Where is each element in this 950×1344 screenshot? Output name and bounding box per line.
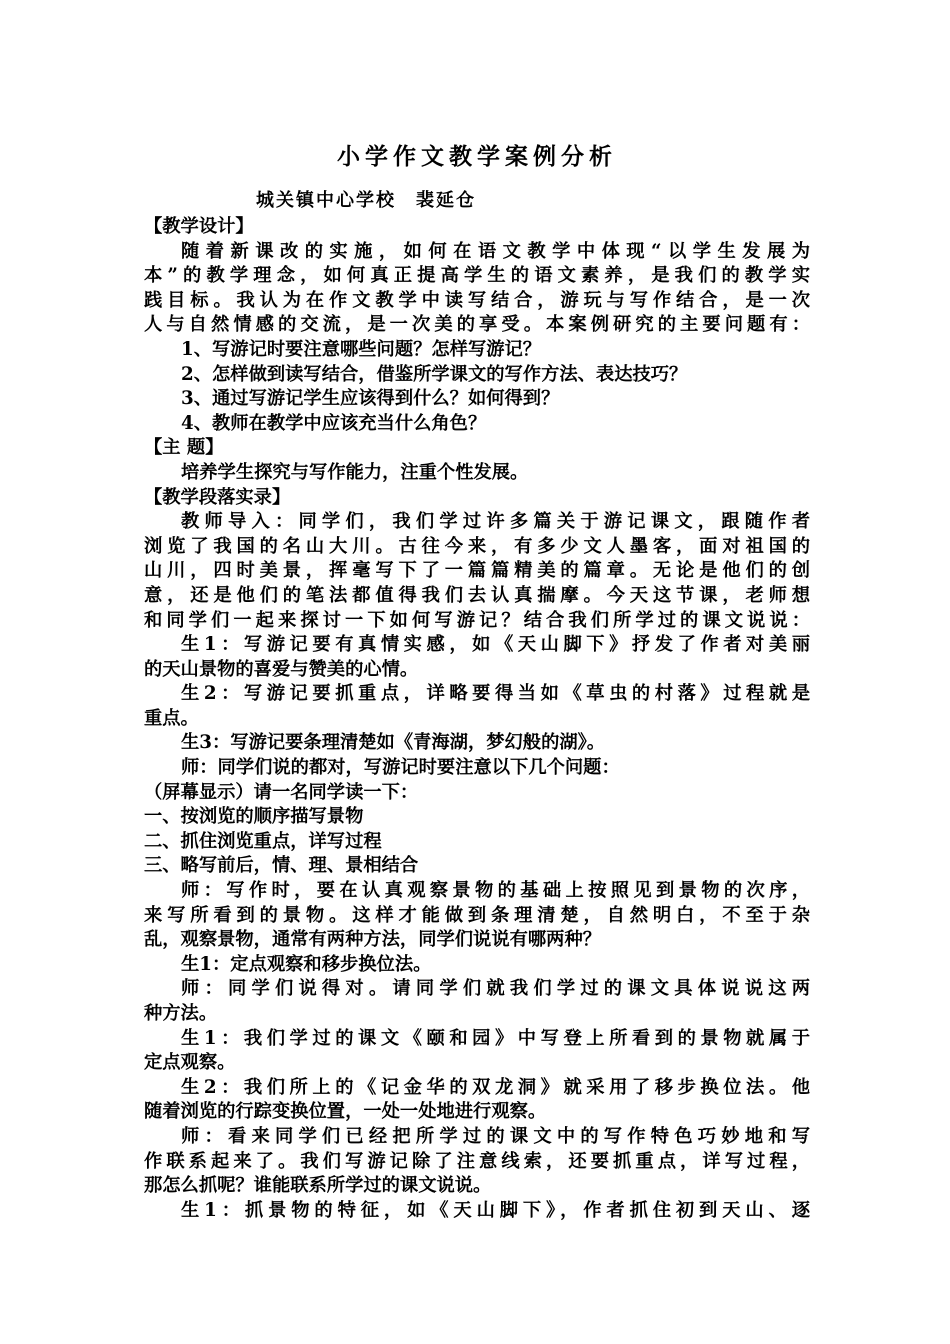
text-line: 践目标。我认为在作文教学中读写结合，游玩与写作结合，是一次	[144, 289, 810, 311]
text-line: 师：写作时，要在认真观察景物的基础上按照见到景物的次序，	[181, 880, 810, 902]
section-heading: 【教学设计】	[144, 216, 254, 237]
text-line: 定点观察。	[144, 1052, 236, 1074]
document-author: 城关镇中心学校 裴延仓	[256, 190, 476, 211]
text-line: 本”的教学理念，如何真正提高学生的语文素养，是我们的教学实	[144, 265, 810, 287]
text-line: （屏幕显示）请一名同学读一下：	[144, 781, 419, 803]
text-line: 教师导入：同学们，我们学过许多篇关于游记课文，跟随作者	[181, 511, 810, 533]
text-line: 作联系起来了。我们写游记除了注意线索，还要抓重点，详写过程，	[144, 1150, 810, 1172]
text-line: 生1：抓景物的特征，如《天山脚下》，作者抓住初到天山、逐	[181, 1199, 810, 1221]
text-line: 随着浏览的行踪变换位置，一处一处地进行观察。	[144, 1101, 547, 1123]
document-body	[144, 215, 810, 1223]
text-line: 师：同学们说的都对，写游记时要注意以下几个问题：	[181, 757, 620, 779]
text-line: 二、抓住浏览重点，详写过程	[144, 830, 382, 852]
section-heading: 【教学段落实录】	[144, 486, 291, 508]
text-line: 生1：我们学过的课文《颐和园》中写登上所看到的景物就属于	[181, 1027, 810, 1049]
text-line: 随着新课改的实施，如何在语文教学中体现“以学生发展为	[181, 240, 810, 262]
text-line: 重点。	[144, 707, 199, 729]
text-line: 的天山景物的喜爱与赞美的心情。	[144, 658, 419, 680]
section-heading: 【主 题】	[144, 437, 224, 459]
text-line: 生3：写游记要条理清楚如《青海湖，梦幻般的湖》。	[181, 732, 606, 754]
text-line: 生2：我们所上的《记金华的双龙洞》就采用了移步换位法。他	[181, 1076, 810, 1098]
text-line: 2、怎样做到读写结合，借鉴所学课文的写作方法、表达技巧？	[181, 363, 688, 385]
text-line: 人与自然情感的交流，是一次美的享受。本案例研究的主要问题有：	[144, 314, 810, 336]
text-line: 乱，观察景物，通常有两种方法，同学们说说有哪两种？	[144, 929, 602, 951]
text-line: 意，还是他们的笔法都值得我们去认真揣摩。今天这节课，老师想	[144, 584, 810, 606]
text-line: 三、略写前后，情、理、景相结合	[144, 855, 419, 877]
text-line: 浏览了我国的名山大川。古往今来，有多少文人墨客，面对祖国的	[144, 535, 810, 557]
text-line: 和同学们一起来探讨一下如何写游记？结合我们所学过的课文说说：	[144, 609, 810, 631]
text-line: 那怎么抓呢？谁能联系所学过的课文说说。	[144, 1175, 492, 1197]
text-line: 4、教师在教学中应该充当什么角色？	[181, 412, 487, 434]
text-line: 生1：定点观察和移步换位法。	[181, 953, 432, 975]
text-line: 师：看来同学们已经把所学过的课文中的写作特色巧妙地和写	[181, 1125, 810, 1147]
text-line: 来写所看到的景物。这样才能做到条理清楚，自然明白，不至于杂	[144, 904, 810, 926]
text-line: 一、按浏览的顺序描写景物	[144, 806, 364, 828]
document-page	[144, 128, 810, 1223]
text-line: 山川，四时美景，挥毫写下了一篇篇精美的篇章。无论是他们的创	[144, 560, 810, 582]
text-line: 师：同学们说得对。请同学们就我们学过的课文具体说说这两	[181, 978, 810, 1000]
text-line: 生1：写游记要有真情实感，如《天山脚下》抒发了作者对美丽	[181, 634, 810, 656]
text-line: 生2：写游记要抓重点，详略要得当如《草虫的村落》过程就是	[181, 683, 810, 705]
text-line: 种方法。	[144, 1003, 218, 1024]
text-line: 1、写游记时要注意哪些问题？怎样写游记？	[181, 338, 542, 360]
text-line: 培养学生探究与写作能力，注重个性发展。	[181, 461, 529, 483]
document-title: 小学作文教学案例分析	[337, 143, 617, 170]
text-line: 3、通过写游记学生应该得到什么？如何得到？	[181, 388, 560, 410]
